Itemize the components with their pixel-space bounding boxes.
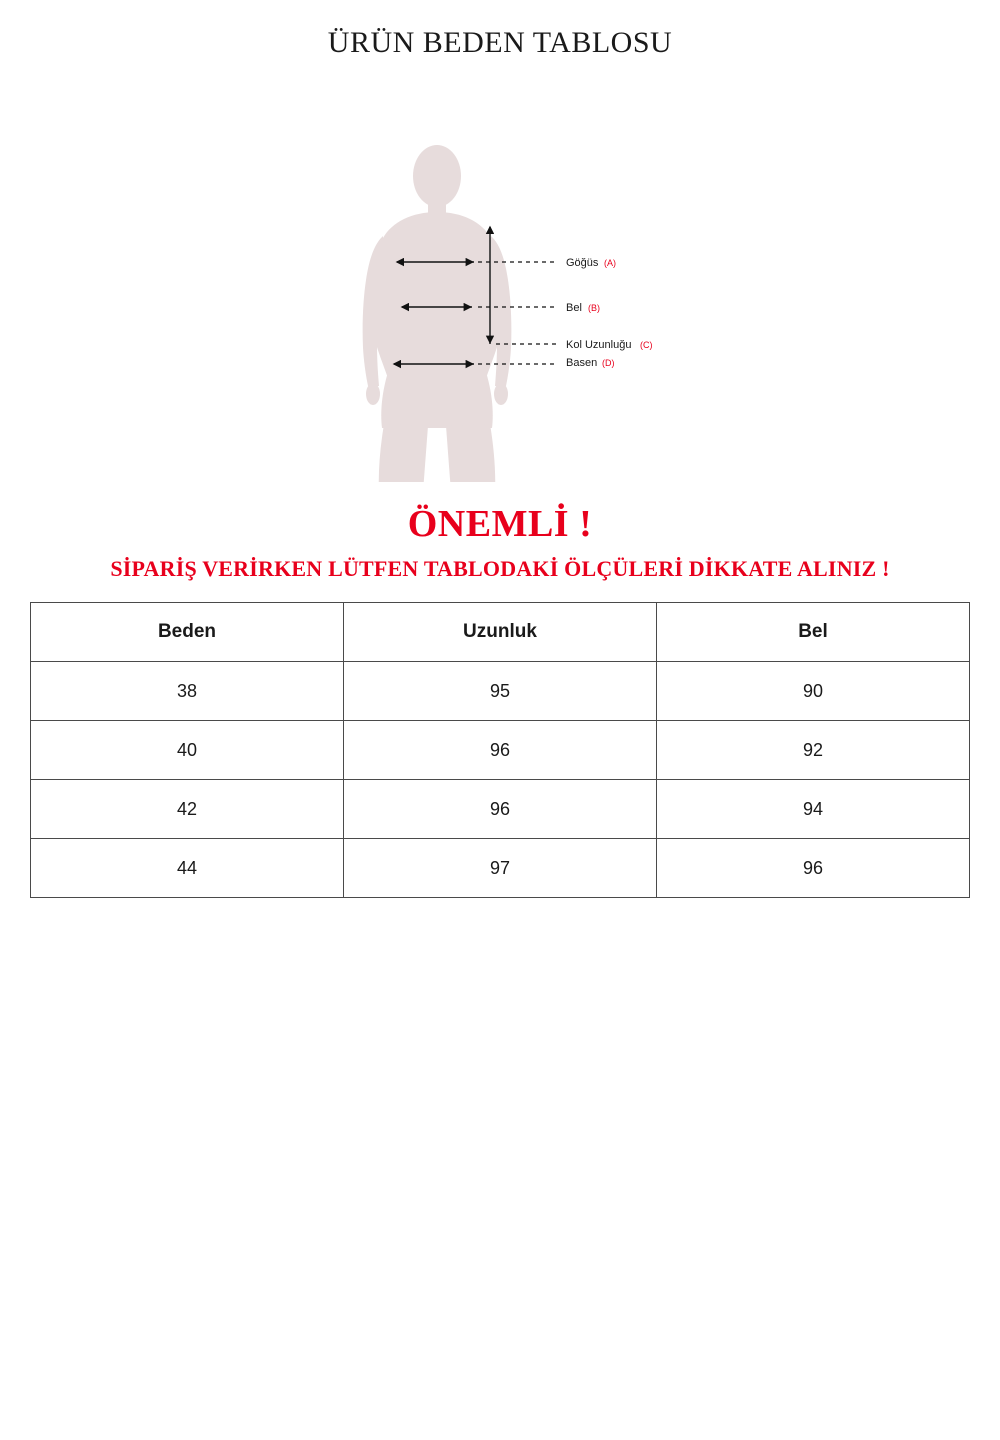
cell-uzunluk: 97 [344, 839, 657, 898]
column-header-bel: Bel [657, 603, 970, 662]
cell-bel: 96 [657, 839, 970, 898]
cell-bel: 92 [657, 721, 970, 780]
label-kol-uzunlugu-code: (C) [640, 340, 653, 350]
label-bel: Bel [566, 302, 582, 314]
cell-beden: 42 [31, 780, 344, 839]
table-row [31, 721, 970, 780]
size-table [30, 602, 970, 898]
label-basen-code: (D) [602, 358, 615, 368]
important-subheading: SİPARİŞ VERİRKEN LÜTFEN TABLODAKİ ÖLÇÜLERİ DİKKATE ALINIZ ! [110, 556, 890, 581]
important-heading: ÖNEMLİ ! [407, 503, 593, 545]
cell-bel: 90 [657, 662, 970, 721]
body-measurement-diagram [0, 72, 1000, 482]
cell-bel: 94 [657, 780, 970, 839]
table-header-row [31, 603, 970, 662]
label-gogus: Göğüs [566, 257, 599, 269]
column-header-beden: Beden [31, 603, 344, 662]
label-kol-uzunlugu: Kol Uzunluğu [566, 339, 632, 351]
body-silhouette-svg [0, 72, 1000, 482]
cell-beden: 38 [31, 662, 344, 721]
page-title: ÜRÜN BEDEN TABLOSU [327, 26, 673, 59]
label-bel-code: (B) [588, 303, 600, 313]
cell-beden: 40 [31, 721, 344, 780]
table-row [31, 662, 970, 721]
female-silhouette-icon [363, 145, 512, 482]
cell-uzunluk: 96 [344, 721, 657, 780]
label-basen: Basen [566, 357, 598, 369]
column-header-uzunluk: Uzunluk [344, 603, 657, 662]
cell-beden: 44 [31, 839, 344, 898]
table-row [31, 780, 970, 839]
cell-uzunluk: 96 [344, 780, 657, 839]
label-gogus-code: (A) [604, 258, 616, 268]
cell-uzunluk: 95 [344, 662, 657, 721]
table-row [31, 839, 970, 898]
